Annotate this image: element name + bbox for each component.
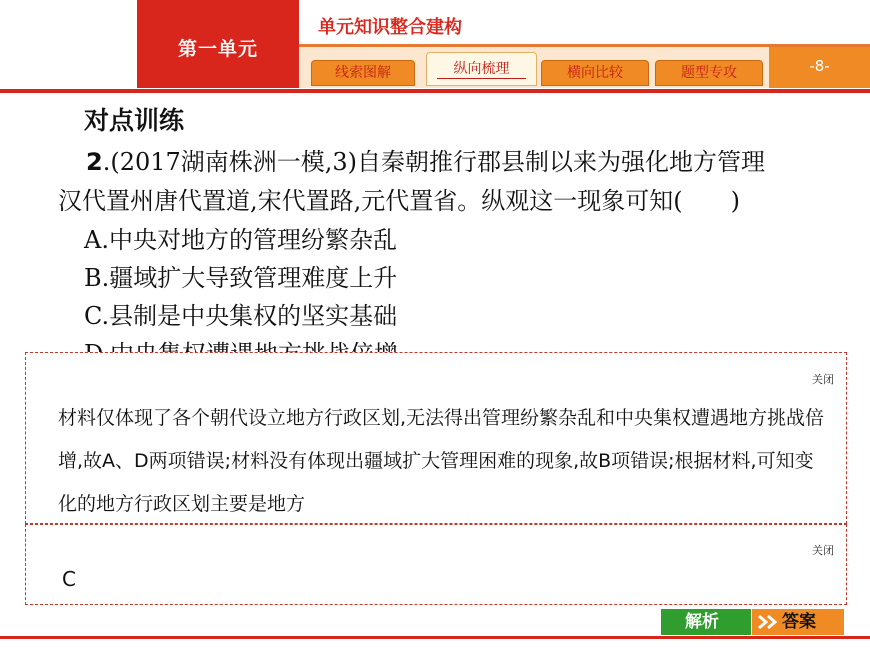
option-a: A.中央对地方的管理纷繁杂乱 bbox=[84, 226, 397, 254]
header-divider bbox=[0, 89, 870, 93]
answer-close-button[interactable]: 关闭 bbox=[812, 544, 834, 557]
answer-popup bbox=[25, 524, 847, 605]
double-chevron-right-icon bbox=[757, 614, 779, 635]
footer-divider bbox=[0, 636, 870, 639]
section-heading: 对点训练 bbox=[84, 106, 185, 135]
question-stem-1: 自秦朝推行郡县制以来为强化地方管理 bbox=[357, 148, 766, 176]
question-line-2: 汉代置州唐代置道,宋代置路,元代置省。纵观这一现象可知( ) bbox=[58, 187, 740, 215]
question-line-1 bbox=[86, 142, 765, 177]
tab-vertical-review[interactable]: 纵向梳理 bbox=[426, 52, 537, 86]
question-number: 2 bbox=[86, 148, 103, 176]
tab-horizontal-compare[interactable]: 横向比较 bbox=[541, 60, 649, 86]
unit-title-block bbox=[137, 0, 299, 88]
tab-question-types[interactable]: 题型专攻 bbox=[655, 60, 763, 86]
page-number-box bbox=[769, 47, 870, 88]
analysis-popup bbox=[25, 352, 847, 524]
answer-button-label: 答案 bbox=[782, 612, 816, 632]
question-source: .(2017湖南株洲一模,3) bbox=[102, 148, 358, 176]
unit-title: 第一单元 bbox=[177, 38, 258, 60]
page-heading: 单元知识整合建构 bbox=[318, 17, 462, 38]
analysis-button[interactable] bbox=[661, 609, 751, 635]
answer-button[interactable] bbox=[752, 609, 844, 635]
option-b: B.疆域扩大导致管理难度上升 bbox=[84, 264, 398, 292]
analysis-button-label: 解析 bbox=[685, 612, 719, 632]
analysis-close-button[interactable]: 关闭 bbox=[812, 373, 834, 386]
tab-clue-diagram[interactable]: 线索图解 bbox=[311, 60, 415, 86]
option-c: C.县制是中央集权的坚实基础 bbox=[84, 302, 398, 330]
analysis-text: 材料仅体现了各个朝代设立地方行政区划,无法得出管理纷繁杂乱和中央集权遭遇地方挑战倍增,故A、D两项错误;材料没有体现出疆域扩大管理困难的现象,故B项错误;根据材料,可知变化的地方行政区划主要是地方 bbox=[58, 407, 825, 515]
answer-text: C bbox=[62, 567, 76, 591]
page-number: -8- bbox=[809, 57, 830, 75]
